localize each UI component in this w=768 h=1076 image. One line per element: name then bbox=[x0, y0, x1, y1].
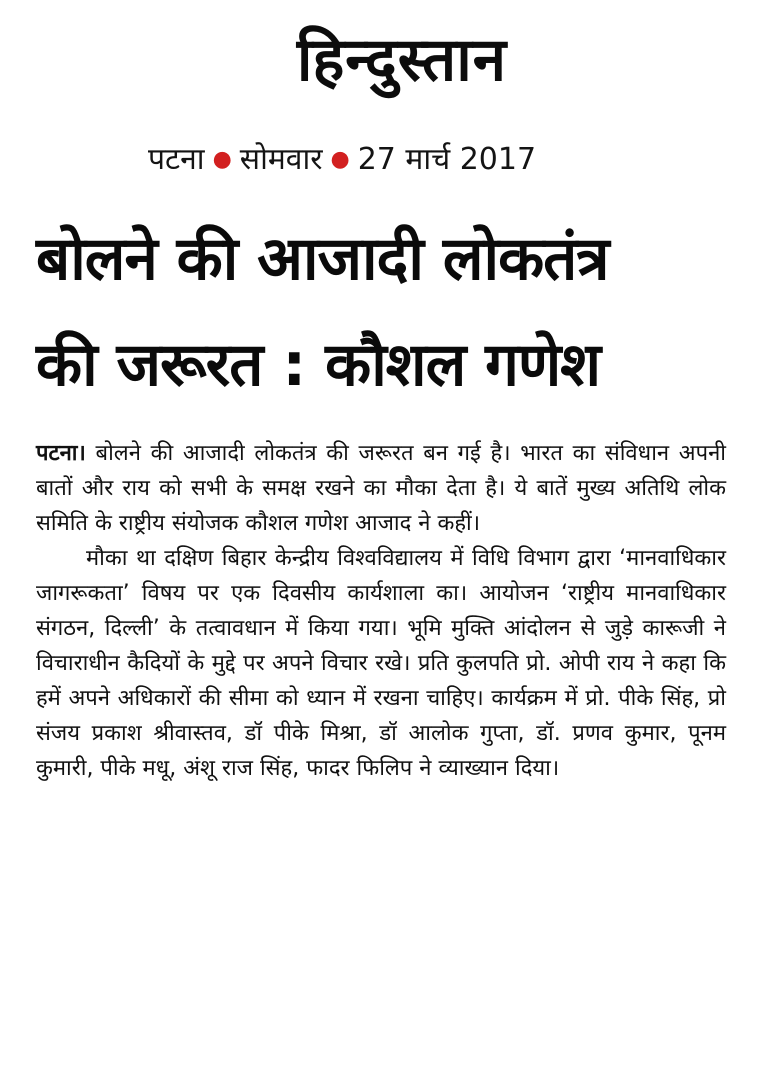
newspaper-masthead: हिन्दुस्तान bbox=[296, 25, 508, 95]
bullet-dot-icon: ● bbox=[212, 147, 232, 172]
headline-line-1: बोलने की आजादी लोकतंत्र bbox=[36, 224, 609, 294]
article-body bbox=[36, 436, 726, 786]
headline-line-2: की जरूरत : कौशल गणेश bbox=[36, 330, 601, 400]
dateline bbox=[148, 138, 536, 182]
dateline-day: सोमवार bbox=[239, 142, 323, 177]
dateline-date: 27 मार्च 2017 bbox=[357, 142, 537, 177]
dateline-city: पटना bbox=[148, 142, 205, 177]
lead-city: पटना। bbox=[36, 441, 86, 466]
paragraph-1-text: बोलने की आजादी लोकतंत्र की जरूरत बन गई है। भारत का संविधान अपनी बातों और राय को सभी के समक्ष रखने का मौका देता है। ये बातें मुख्य अतिथि लोक समिति के राष्ट्रीय संयोजक कौशल गणेश आजाद ने कहीं। bbox=[36, 441, 726, 536]
article-paragraph-1 bbox=[36, 436, 726, 541]
bullet-dot-icon: ● bbox=[330, 147, 350, 172]
article-paragraph-2: मौका था दक्षिण बिहार केन्द्रीय विश्वविद्यालय में विधि विभाग द्वारा ‘मानवाधिकार जागरूकता’ विषय पर एक दिवसीय कार्यशाला का। आयोजन ‘राष्ट्रीय मानवाधिकार संगठन, दिल्ली’ के तत्वावधान में किया गया। भूमि मुक्ति आंदोलन से जुड़े कारूजी ने विचाराधीन कैदियों के मुद्दे पर अपने विचार रखे। प्रति कुलपति प्रो. ओपी राय ने कहा कि हमें अपने अधिकारों की सीमा को ध्यान में रखना चाहिए। कार्यक्रम में प्रो. पीके सिंह, प्रो संजय प्रकाश श्रीवास्तव, डॉ पीके मिश्रा, डॉ आलोक गुप्ता, डॉ. प्रणव कुमार, पूनम कुमारी, पीके मधू, अंशू राज सिंह, फादर फिलिप ने व्याख्यान दिया। bbox=[36, 546, 726, 781]
article-headline bbox=[36, 206, 736, 418]
